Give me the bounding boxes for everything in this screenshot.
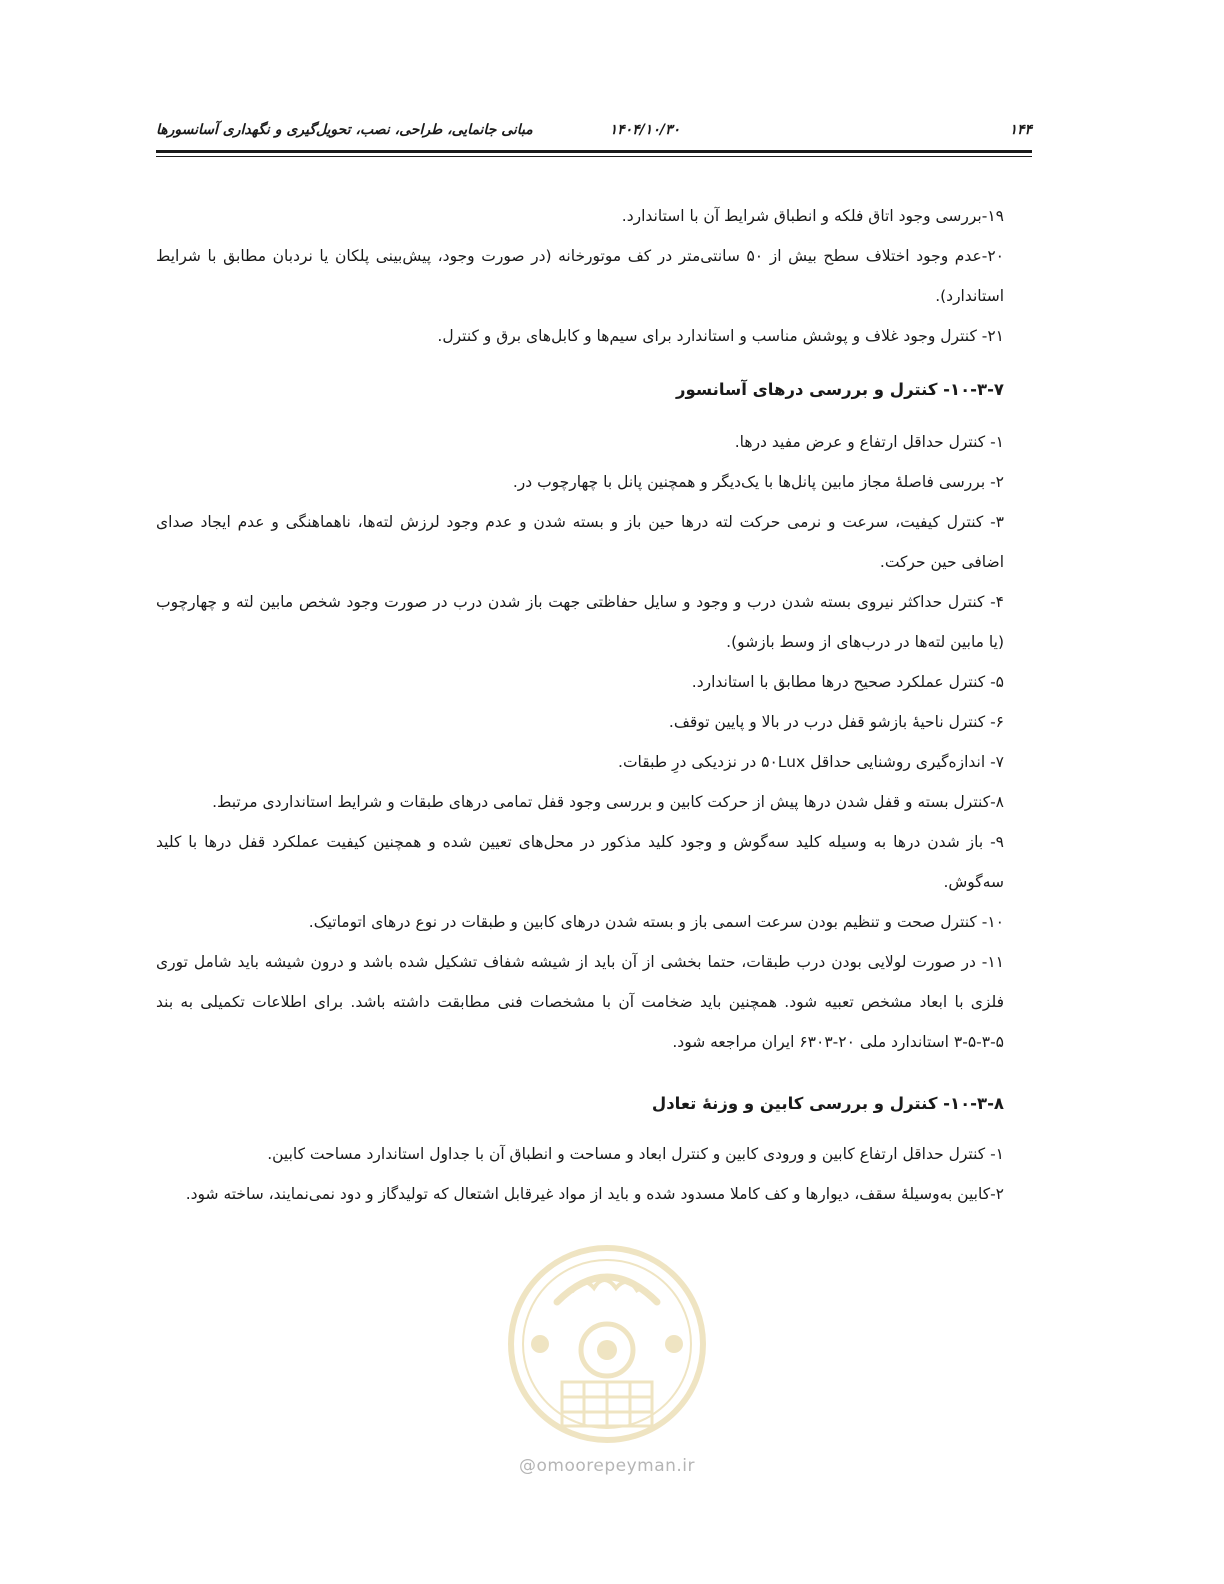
spacer [156,1124,1004,1134]
header-rule [156,150,1032,153]
section-heading-doors: ۱۰-۳-۷- کنترل و بررسی درهای آسانسور [676,380,1004,399]
door-item-7: ۷- اندازه‌گیری روشنایی حداقل ۵۰Lux در نزدیکی درِ طبقات. [618,753,1004,771]
door-item-8: ۸-کنترل بسته و قفل شدن درها پیش از حرکت کابین و بررسی وجود قفل تمامی درهای طبقات و شرایط استانداردی مرتبط. [212,793,1004,811]
door-item-1: ۱- کنترل حداقل ارتفاع و عرض مفید درها. [734,433,1004,451]
document-page [156,0,1032,1584]
running-header [156,122,1032,144]
door-item-4: ۴- کنترل حداکثر نیروی بسته شدن درب و وجود و سایل حفاظتی جهت باز شدن درب در صورت وجود شخص مابین لته و چهارچوب (یا مابین لته‌ها در درب‌های از وسط بازشو). [156,593,1004,651]
header-date: ۱۴۰۴/۱۰/۳۰ [609,122,680,138]
door-item-10: ۱۰- کنترل صحت و تنظیم بودن سرعت اسمی باز و بسته شدن درهای کابین و طبقات در نوع درهای اتوماتیک. [308,913,1004,931]
list-item-20: ۲۰-عدم وجود اختلاف سطح بیش از ۵۰ سانتی‌متر در کف موتورخانه (در صورت وجود، پیش‌بینی پلکان یا نردبان مطابق با شرایط استاندارد). [156,247,1004,305]
watermark-url: @omoorepeyman.ir [518,1456,696,1476]
door-item-6: ۶- کنترل ناحیهٔ بازشو قفل درب در بالا و پایین توقف. [668,713,1004,731]
spacer [156,356,1004,370]
list-item-21: ۲۱- کنترل وجود غلاف و پوشش مناسب و استاندارد برای سیم‌ها و کابل‌های برق و کنترل. [437,327,1004,345]
list-item-19: ۱۹-بررسی وجود اتاق فلکه و انطباق شرایط آن با استاندارد. [621,207,1004,225]
page-body [156,196,1004,1214]
page-number: ۱۴۴ [1009,122,1032,138]
section-heading-cabin: ۱۰-۳-۸- کنترل و بررسی کابین و وزنهٔ تعادل [651,1094,1004,1113]
door-item-5: ۵- کنترل عملکرد صحیح درها مطابق با استاندارد. [691,673,1004,691]
cabin-item-2: ۲-کابین به‌وسیلهٔ سقف، دیوارها و کف کاملا مسدود شده و باید از مواد غیرقابل اشتعال که تولیدگاز و دود نمی‌نمایند، ساخته شود. [185,1185,1004,1203]
door-item-3: ۳- کنترل کیفیت، سرعت و نرمی حرکت لته درها حین باز و بسته شدن و عدم وجود لرزش لته‌ها، ناهماهنگی و عدم ایجاد صدای اضافی حین حرکت. [156,513,1004,571]
door-item-11: ۱۱- در صورت لولایی بودن درب طبقات، حتما بخشی از آن باید از شیشه شفاف تشکیل شده باشد و درون شیشه باید شامل توری فلزی با ابعاد مشخص تعبیه شود. همچنین باید ضخامت آن با مشخصات فنی مطابقت داشته باشد. برای اطلاعات تکمیلی به بند ۵-۳-۵-۳ استاندارد ملی ۲۰-۶۳۰۳ ایران مراجعه شود. [156,953,1004,1051]
spacer [156,1062,1004,1084]
door-item-2: ۲- بررسی فاصلهٔ مجاز مابین پانل‌ها با یک‌دیگر و همچنین پانل با چهارچوب در. [512,473,1004,491]
header-rule-thin [156,156,1032,157]
spacer [156,410,1004,422]
cabin-item-1: ۱- کنترل حداقل ارتفاع کابین و ورودی کابین و کنترل ابعاد و مساحت و انطباق آن با جداول استاندارد مساحت کابین. [267,1145,1004,1163]
header-book-title: مبانی جانمایی، طراحی، نصب، تحویل‌گیری و نگهداری آسانسورها [156,122,533,138]
door-item-9: ۹- باز شدن درها به وسیله کلید سه‌گوش و وجود کلید مذکور در محل‌های تعیین شده و همچنین کیفیت عملکرد قفل درها با کلید سه‌گوش. [156,833,1004,891]
